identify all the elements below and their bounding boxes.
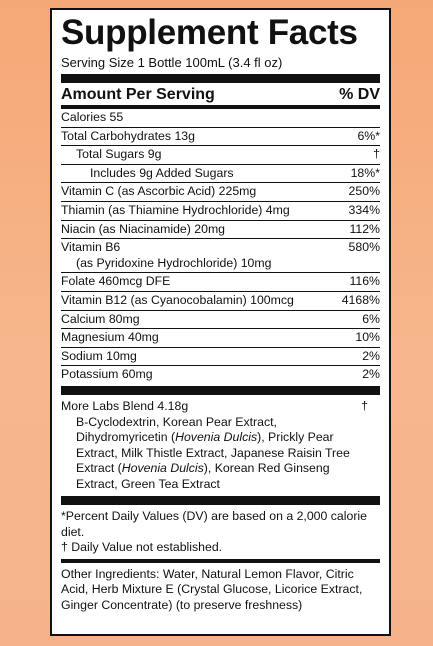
nutrient-name: Includes 9g Added Sugars xyxy=(90,165,234,180)
amount-header xyxy=(61,83,380,105)
nutrient-dv: 10% xyxy=(355,330,380,345)
nutrient-name: Sodium 10mg xyxy=(61,348,137,363)
nutrient-row-vitamin-b12 xyxy=(61,292,380,311)
blend-ingredients-part2: ), Prickly Pear Extract, Milk Thistle Extract, Japanese Raisin Tree Extract ( xyxy=(76,430,350,476)
nutrient-name: Vitamin C (as Ascorbic Acid) 225mg xyxy=(61,184,257,199)
nutrient-name: Calories 55 xyxy=(61,110,124,124)
amount-per-serving-label: Amount Per Serving xyxy=(61,86,215,103)
nutrient-name: Calcium 80mg xyxy=(61,311,140,326)
nutrient-name: Thiamin (as Thiamine Hydrochloride) 4mg xyxy=(61,202,290,217)
thick-divider xyxy=(61,496,380,505)
dv-header-label: % DV xyxy=(339,86,380,103)
blend-dv: † xyxy=(361,398,368,413)
serving-size: Serving Size 1 Bottle 100mL (3.4 fl oz) xyxy=(61,55,283,70)
nutrient-dv: 116% xyxy=(349,274,380,289)
nutrient-name: Magnesium 40mg xyxy=(61,330,159,345)
nutrient-name-line2: (as Pyridoxine Hydrochloride) 10mg xyxy=(76,255,272,270)
blend-ingredients-italic2: Hovenia Dulcis xyxy=(121,461,204,476)
nutrient-row-vitamin-c xyxy=(61,183,380,202)
nutrient-dv: 2% xyxy=(362,348,380,363)
panel-title: Supplement Facts xyxy=(61,13,358,52)
nutrient-dv: 334% xyxy=(348,202,380,217)
nutrient-name: Total Sugars 9g xyxy=(76,147,162,162)
nutrient-row-sodium xyxy=(61,348,380,367)
blend-ingredients xyxy=(61,415,380,493)
nutrient-row-added-sugars xyxy=(61,165,380,184)
nutrient-row-potassium xyxy=(61,366,380,384)
nutrient-dv: 580% xyxy=(348,240,380,255)
nutrient-row-carbohydrates xyxy=(61,128,380,147)
nutrient-name-line1: Vitamin B6 xyxy=(61,240,121,255)
blend-ingredients-italic1: Hovenia Dulcis xyxy=(175,430,258,445)
nutrient-name: Potassium 60mg xyxy=(61,367,153,382)
blend-name: More Labs Blend 4.18g xyxy=(61,398,189,413)
nutrient-dv: † xyxy=(373,147,380,162)
footnotes xyxy=(61,505,380,558)
proprietary-blend xyxy=(61,395,380,497)
supplement-facts-panel xyxy=(50,8,391,636)
thick-divider xyxy=(61,386,380,395)
nutrient-dv: 4168% xyxy=(341,292,380,307)
nutrient-row-calories xyxy=(61,109,380,128)
nutrient-row-magnesium xyxy=(61,329,380,348)
nutrient-name: Folate 460mcg DFE xyxy=(61,274,171,289)
footnote-dagger: † Daily Value not established. xyxy=(61,540,223,555)
nutrient-name xyxy=(61,240,271,271)
nutrient-dv: 6% xyxy=(362,311,380,326)
nutrient-row-calcium xyxy=(61,311,380,330)
footnote-dv: *Percent Daily Values (DV) are based on a 2,000 calorie diet. xyxy=(61,509,367,539)
nutrient-name: Vitamin B12 (as Cyanocobalamin) 100mcg xyxy=(61,292,294,307)
nutrient-row-folate xyxy=(61,273,380,292)
nutrient-name: Niacin (as Niacinamide) 20mg xyxy=(61,221,226,236)
other-ingredients: Other Ingredients: Water, Natural Lemon Flavor, Citric Acid, Herb Mixture E (Crystal Glucose, Licorice Extract, Ginger Concentrate) (to preserve freshness) xyxy=(61,566,363,612)
nutrient-dv: 6%* xyxy=(357,128,380,143)
nutrient-row-niacin xyxy=(61,221,380,240)
blend-ingredients-part3: ), Korean Red Ginseng Extract, Green Tea Extract xyxy=(76,461,330,491)
nutrient-row-vitamin-b6 xyxy=(61,239,380,273)
blend-ingredients-part1: B-Cyclodextrin, Korean Pear Extract, Dihydromyricetin ( xyxy=(76,414,277,445)
nutrient-row-total-sugars xyxy=(61,146,380,165)
nutrient-dv: 250% xyxy=(348,184,380,199)
thick-divider xyxy=(61,74,380,83)
nutrient-dv: 18%* xyxy=(350,165,380,180)
nutrient-row-thiamin xyxy=(61,202,380,221)
nutrient-dv: 112% xyxy=(349,221,380,236)
nutrient-name: Total Carbohydrates 13g xyxy=(61,128,195,143)
nutrient-dv: 2% xyxy=(362,367,380,382)
blend-header xyxy=(61,399,380,415)
